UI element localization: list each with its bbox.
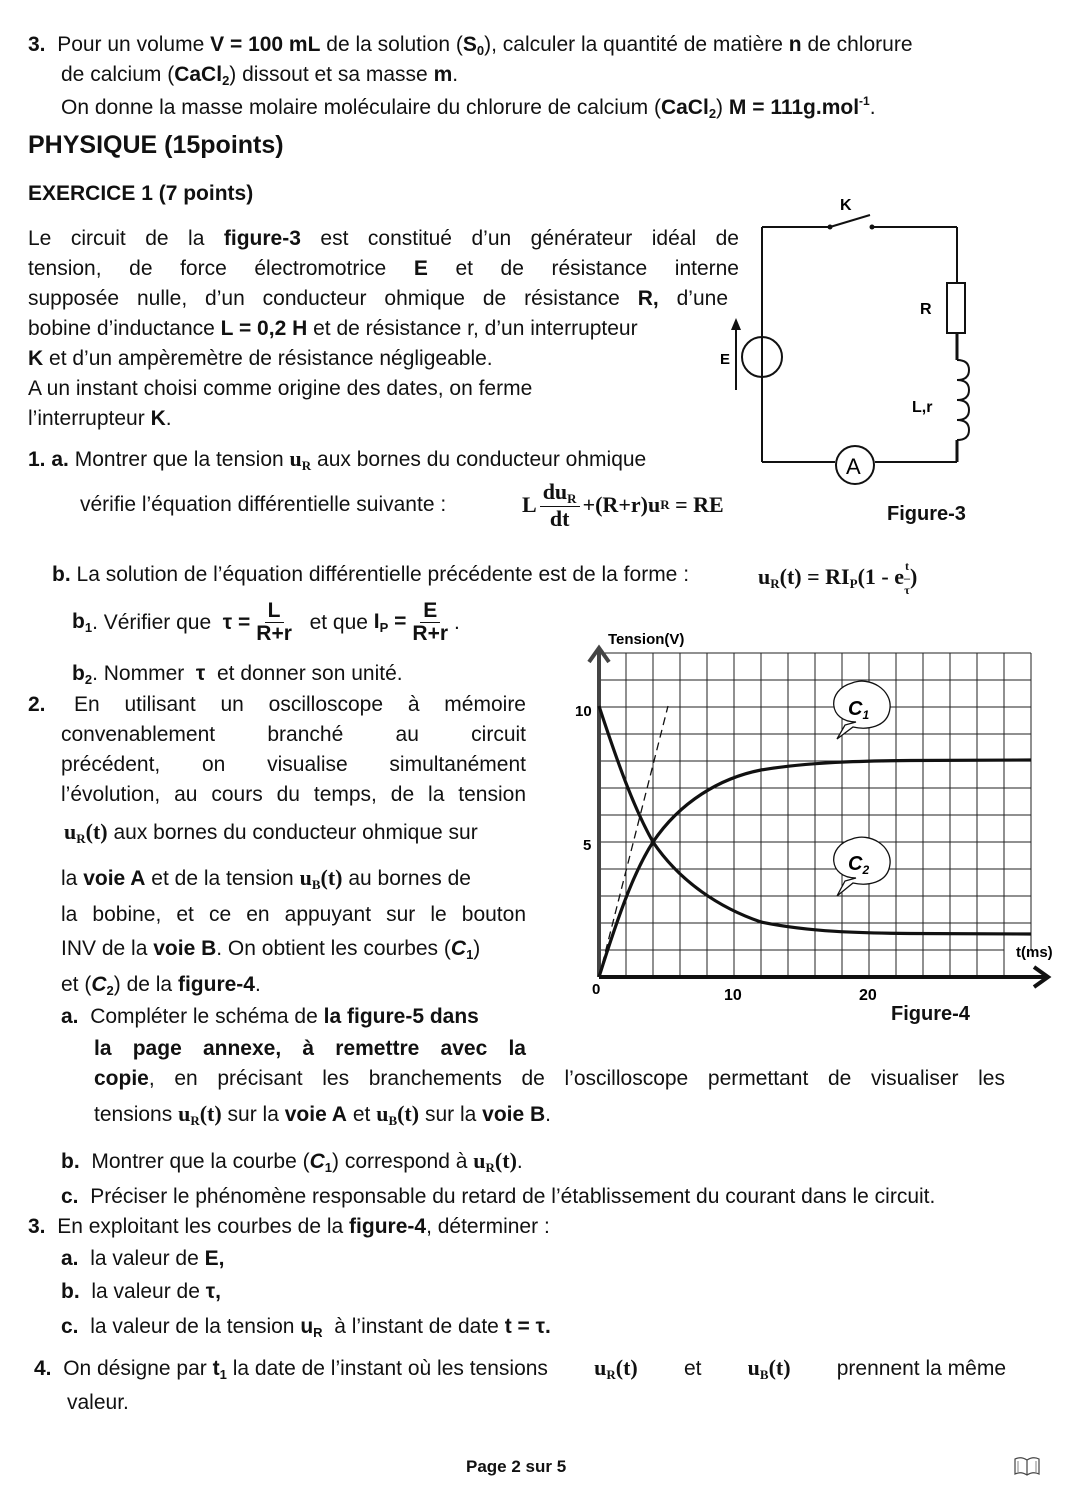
q4-line1: 4. On désigne par $t_1$ la date de l’instant où les tensions $u_R(t)$ et $u_B(t)$ prennent la même	[34, 1355, 1006, 1382]
q2b-line: b. Montrer que la courbe $(C_1)$ correspond à $u_R(t)$.	[61, 1148, 523, 1175]
x-axis-label: t(ms)	[1016, 944, 1053, 961]
q1a-line1: 1. a. Montrer que la tension $u_R$ aux bornes du conducteur ohmique	[28, 446, 647, 473]
intro-line-7: l’interrupteur K.	[28, 407, 172, 430]
x-tick-10: 10	[724, 987, 742, 1004]
q2a-line2: la page annexe, à remettre avec la	[94, 1037, 526, 1060]
intro-line-5: K et d’un ampèremètre de résistance négligeable.	[28, 347, 493, 370]
intro-line-1: Le circuit de la figure-3 est constitué d’un générateur idéal de	[28, 227, 739, 250]
x-tick-20: 20	[859, 987, 877, 1004]
q3c-line: c. la valeur de la tension $u_R$ à l’instant de date t = τ.	[61, 1315, 551, 1340]
emf-arrow-icon	[731, 318, 741, 330]
q2a-line3: copie, en précisant les branchements de l’oscilloscope permettant de visualiser les	[94, 1067, 1005, 1090]
figure-3-caption: Figure-3	[887, 503, 966, 525]
q1b1-line: $b_1$ . Vérifier que τ = $\frac{L}{R+r}$ et que $I_P$ = $\frac{E}{R+r}$ .	[72, 599, 460, 646]
q2-line2: convenablement branché au circuit	[61, 723, 526, 746]
svg-text:C2: $C_2$	[848, 853, 870, 877]
exercise-title: EXERCICE 1 (7 points)	[28, 182, 254, 205]
q3-line: 3. En exploitant les courbes de la figure-4, déterminer :	[28, 1215, 550, 1238]
q2-line5: $u_R(t)$ aux bornes du conducteur ohmique sur	[64, 819, 478, 846]
q4-line2: valeur.	[67, 1391, 129, 1414]
origin-tick: 0	[592, 981, 601, 998]
q2-line7: la bobine, et ce en appuyant sur le bouton	[61, 903, 526, 926]
intro-line-6: A un instant choisi comme origine des dates, on ferme	[28, 377, 533, 400]
q2-num: 2.	[28, 693, 46, 716]
q2a-line4: tensions $u_R(t)$ sur la voie A et $u_B(t)$ sur la voie B.	[94, 1101, 552, 1128]
section-title: PHYSIQUE (15points)	[28, 131, 284, 159]
circuit-diagram	[700, 190, 1000, 490]
q1b-line: b. La solution de l’équation différentielle précédente est de la forme :	[52, 563, 690, 586]
label-R: R	[920, 301, 932, 318]
figure-4-caption: Figure-4	[891, 1003, 970, 1025]
q2-line3: précédent, on visualise simultanément	[61, 753, 526, 776]
y-axis-label: Tension(V)	[608, 631, 685, 648]
y-tick-5: 5	[583, 837, 592, 854]
switch-K-blade	[830, 215, 870, 227]
chem-q3-line1: 3. Pour un volume V = 100 mL de la solution $(S_0)$, calculer la quantité de matière n de chlorure	[28, 33, 913, 58]
q3b-line: b. la valeur de τ,	[61, 1280, 221, 1303]
figure-4-graph	[560, 620, 1078, 1040]
q2-line9: et $(C_2)$ de la figure-4.	[61, 973, 261, 998]
q2-line4: l’évolution, au cours du temps, de la tension	[61, 783, 526, 806]
chem-q3-line2: de calcium (CaCl$_2$) dissout et sa masse m.	[61, 63, 459, 88]
page-number: Page 2 sur 5	[466, 1457, 567, 1476]
label-E: E	[720, 351, 731, 368]
label-Lr: L,r	[912, 399, 933, 416]
solution-equation: $u_R(t) = RI_P(1 - e$ t – τ )	[758, 559, 918, 597]
q2a-line1: a. Compléter le schéma de la figure-5 dans	[61, 1005, 479, 1028]
y-tick-10: 10	[575, 703, 592, 720]
label-K: K	[840, 197, 852, 214]
resistor-R	[947, 283, 965, 333]
q2-line1: En utilisant un oscilloscope à mémoire	[74, 693, 526, 716]
differential-equation: L $\frac{du_R}{dt}$ +(R+r)u R = RE	[522, 479, 724, 531]
label-A: A	[846, 454, 861, 479]
chem-q3-line3: On donne la masse molaire moléculaire du chlorure de calcium (CaCl$_2$) M = 111g.mol$^{-1}$.	[61, 94, 876, 121]
intro-line-4: bobine d’inductance L = 0,2 H et de résistance r, d’un interrupteur	[28, 317, 638, 340]
inductor-coil	[957, 360, 969, 440]
intro-line-3: supposée nulle, d’un conducteur ohmique de résistance R, d’une	[28, 287, 728, 310]
svg-text:C1: $C_1$	[848, 698, 870, 722]
q1a-line2: vérifie l’équation différentielle suivante :	[80, 493, 447, 516]
open-book-icon	[1012, 1455, 1042, 1479]
q2c-line: c. Préciser le phénomène responsable du retard de l’établissement du courant dans le circuit.	[61, 1185, 936, 1208]
q2-line6: la voie A et de la tension $u_B(t)$ au bornes de	[61, 865, 471, 892]
q2-line8: INV de la voie B. On obtient les courbes $(C_1)$	[61, 937, 481, 962]
q1b2-line: $b_2$. Nommer τ et donner son unité.	[72, 662, 403, 687]
intro-line-2: tension, de force électromotrice E et de résistance interne	[28, 257, 739, 280]
q3a-line: a. la valeur de E,	[61, 1247, 225, 1270]
